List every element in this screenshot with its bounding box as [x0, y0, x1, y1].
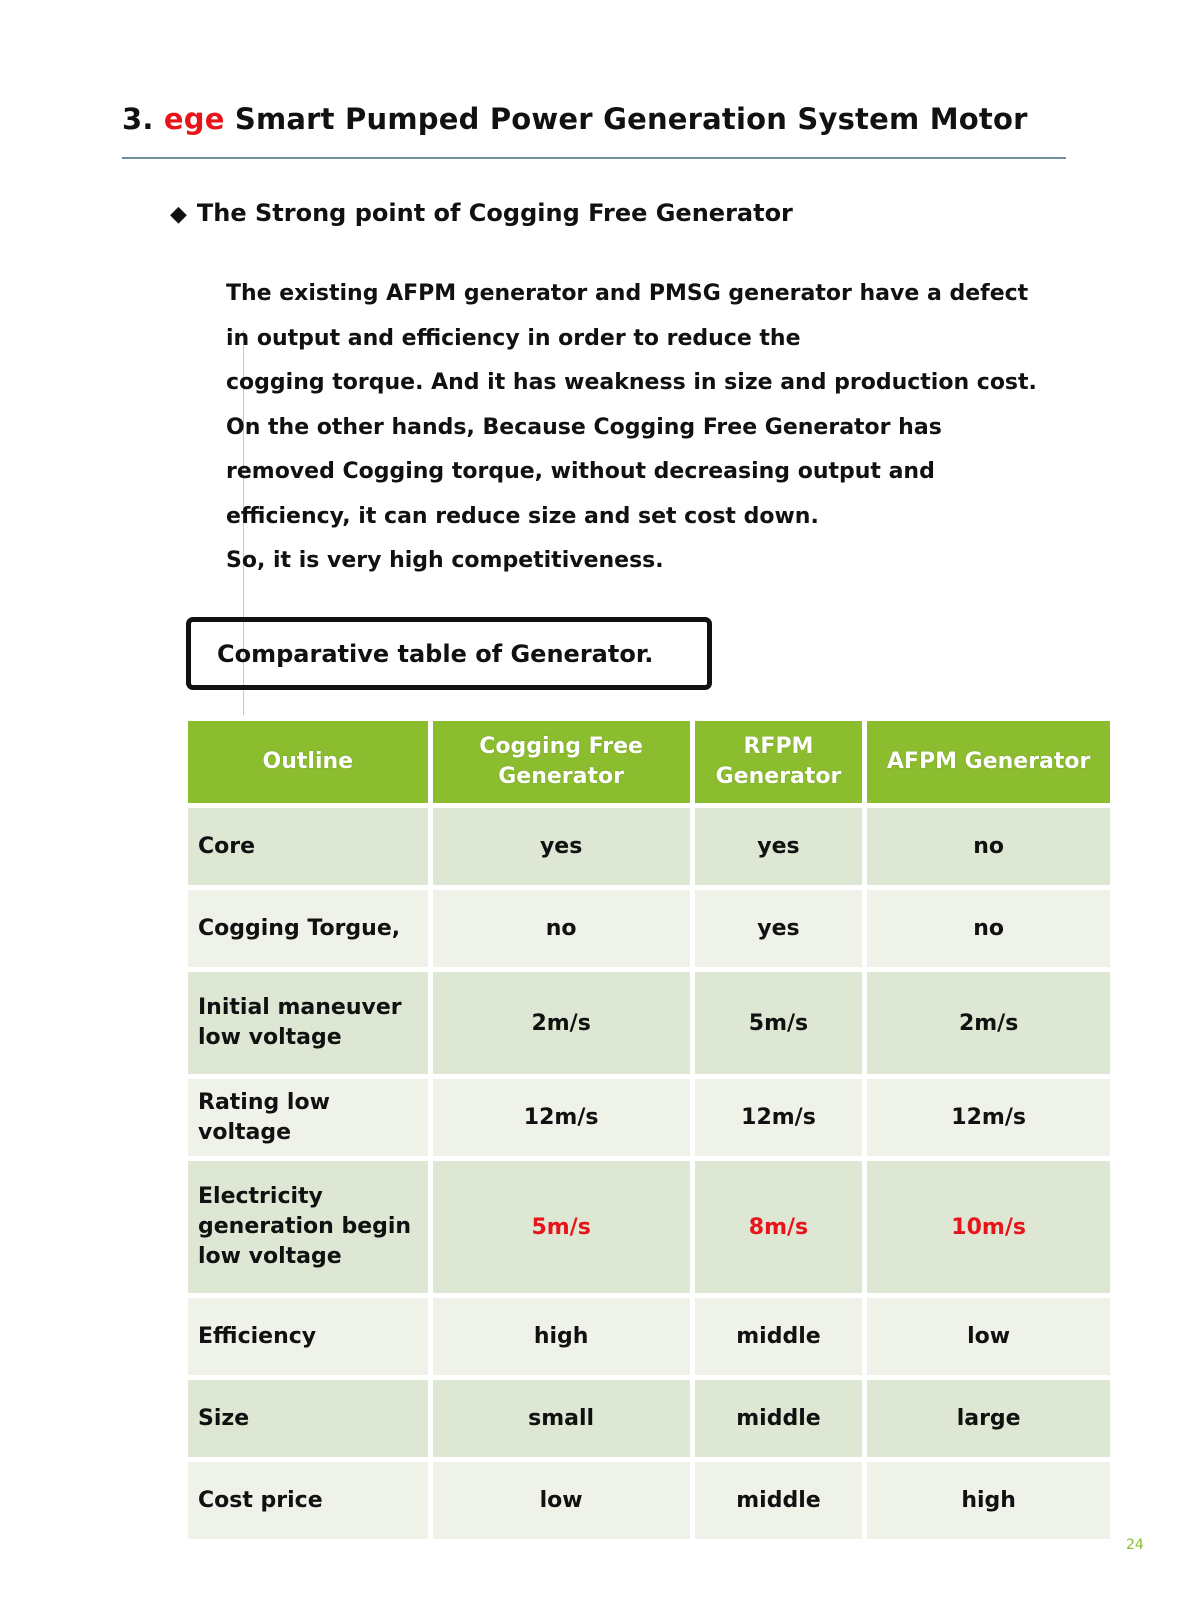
table-caption: Comparative table of Generator.: [217, 639, 654, 668]
paragraph-line: The existing AFPM generator and PMSG generator have a defect: [226, 281, 1029, 306]
table-cell: 12m/s: [433, 1079, 690, 1156]
table-cell: middle: [695, 1462, 863, 1539]
body-paragraph: [226, 272, 1146, 584]
paragraph-line: removed Cogging torque, without decreasing output and: [226, 459, 935, 484]
page-number: 24: [1126, 1537, 1144, 1553]
table-cell: 12m/s: [695, 1079, 863, 1156]
table-cell: yes: [433, 808, 690, 885]
table-cell: high: [433, 1298, 690, 1375]
table-cell: 2m/s: [433, 972, 690, 1074]
table-cell: 5m/s: [695, 972, 863, 1074]
table-cell: yes: [695, 890, 863, 967]
title-text: Smart Pumped Power Generation System Motor: [234, 102, 1028, 136]
row-label: Size: [188, 1380, 428, 1457]
table-cell: no: [433, 890, 690, 967]
table-cell: small: [433, 1380, 690, 1457]
column-header-outline: Outline: [188, 721, 428, 803]
paragraph-line: efficiency, it can reduce size and set cost down.: [226, 503, 819, 529]
table-row: [188, 1380, 1110, 1457]
row-label: Efficiency: [188, 1298, 428, 1375]
paragraph-line: On the other hands, Because Cogging Free Generator has: [226, 414, 942, 440]
row-label: Cost price: [188, 1462, 428, 1539]
table-row: [188, 808, 1110, 885]
table-cell: middle: [695, 1380, 863, 1457]
highlighted-cell: 8m/s: [695, 1161, 863, 1293]
column-header-cogging-free: Cogging Free Generator: [433, 721, 690, 803]
row-label: Electricity generation begin low voltage: [188, 1161, 428, 1293]
section-heading: [170, 199, 793, 227]
table-caption-box: [186, 617, 712, 690]
row-label: Cogging Torgue,: [188, 890, 428, 967]
column-header-afpm: AFPM Generator: [867, 721, 1110, 803]
page-title: [122, 102, 1082, 136]
table-row: [188, 972, 1110, 1074]
table-cell: no: [867, 890, 1110, 967]
table-cell: 2m/s: [867, 972, 1110, 1074]
row-label: Initial maneuver low voltage: [188, 972, 428, 1074]
paragraph-line: in output and efficiency in order to reduce the: [226, 325, 801, 351]
table-cell: large: [867, 1380, 1110, 1457]
row-label: Core: [188, 808, 428, 885]
diamond-bullet-icon: ◆: [170, 202, 187, 227]
section-number: 3.: [122, 102, 154, 136]
table-cell: low: [433, 1462, 690, 1539]
table-cell: 12m/s: [867, 1079, 1110, 1156]
section-heading-text: The Strong point of Cogging Free Generator: [196, 199, 793, 227]
table-row: [188, 1462, 1110, 1539]
table-cell: yes: [695, 808, 863, 885]
title-divider: [122, 157, 1066, 159]
table-cell: low: [867, 1298, 1110, 1375]
row-label: Rating low voltage: [188, 1079, 428, 1156]
table-row: [188, 1079, 1110, 1156]
table-row: [188, 1298, 1110, 1375]
table-cell: no: [867, 808, 1110, 885]
paragraph-line: cogging torque. And it has weakness in size and production cost.: [226, 370, 1037, 395]
table-cell: middle: [695, 1298, 863, 1375]
highlighted-cell: 5m/s: [433, 1161, 690, 1293]
brand-name: ege: [163, 102, 225, 136]
table-cell: high: [867, 1462, 1110, 1539]
comparison-table: [183, 716, 1115, 1544]
paragraph-line: So, it is very high competitiveness.: [226, 548, 664, 573]
column-header-rfpm: RFPM Generator: [695, 721, 863, 803]
table-header-row: [188, 721, 1110, 803]
table-row: [188, 890, 1110, 967]
highlighted-cell: 10m/s: [867, 1161, 1110, 1293]
table-row: [188, 1161, 1110, 1293]
